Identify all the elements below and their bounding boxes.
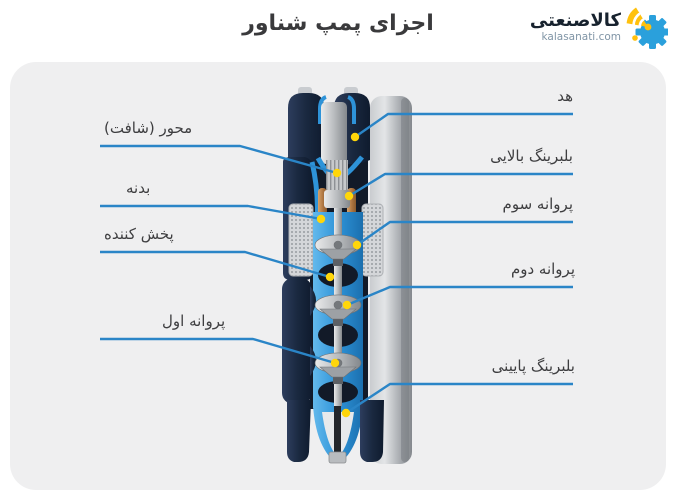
diagram-card: [10, 62, 666, 490]
label-impeller-3: پروانه سوم: [502, 195, 573, 213]
label-head: هد: [557, 87, 573, 105]
page-title: اجزای پمپ شناور: [242, 11, 434, 36]
label-bearing-top: بلبرینگ بالایی: [490, 147, 573, 165]
callout-dot-bearing-top: [345, 192, 353, 200]
label-diffuser: پخش کننده: [104, 225, 174, 243]
callout-dot-impeller-3: [353, 241, 361, 249]
callout-dot-diffuser: [326, 273, 334, 281]
label-impeller-2: پروانه دوم: [510, 260, 575, 278]
brand-logo: [530, 4, 668, 50]
brand-domain: kalasanati.com: [541, 30, 621, 43]
label-impeller-1: پروانه اول: [162, 312, 226, 330]
callout-dot-impeller-1: [331, 359, 339, 367]
label-body: بدنه: [126, 179, 151, 197]
callout-dot-body: [317, 215, 325, 223]
callout-dot-impeller-2: [343, 301, 351, 309]
callout-dot-bearing-bottom: [342, 409, 350, 417]
pump-cross-section-illustration: [282, 87, 412, 464]
label-shaft: محور (شافت): [104, 119, 193, 137]
callout-dot-head: [351, 133, 359, 141]
callout-dot-shaft: [333, 169, 341, 177]
brand-name: کالاصنعتی: [529, 9, 621, 31]
brand-logo-text: [530, 11, 621, 43]
label-bearing-bottom: بلبرینگ پایینی: [491, 357, 575, 375]
gear-wifi-icon: [624, 4, 668, 50]
